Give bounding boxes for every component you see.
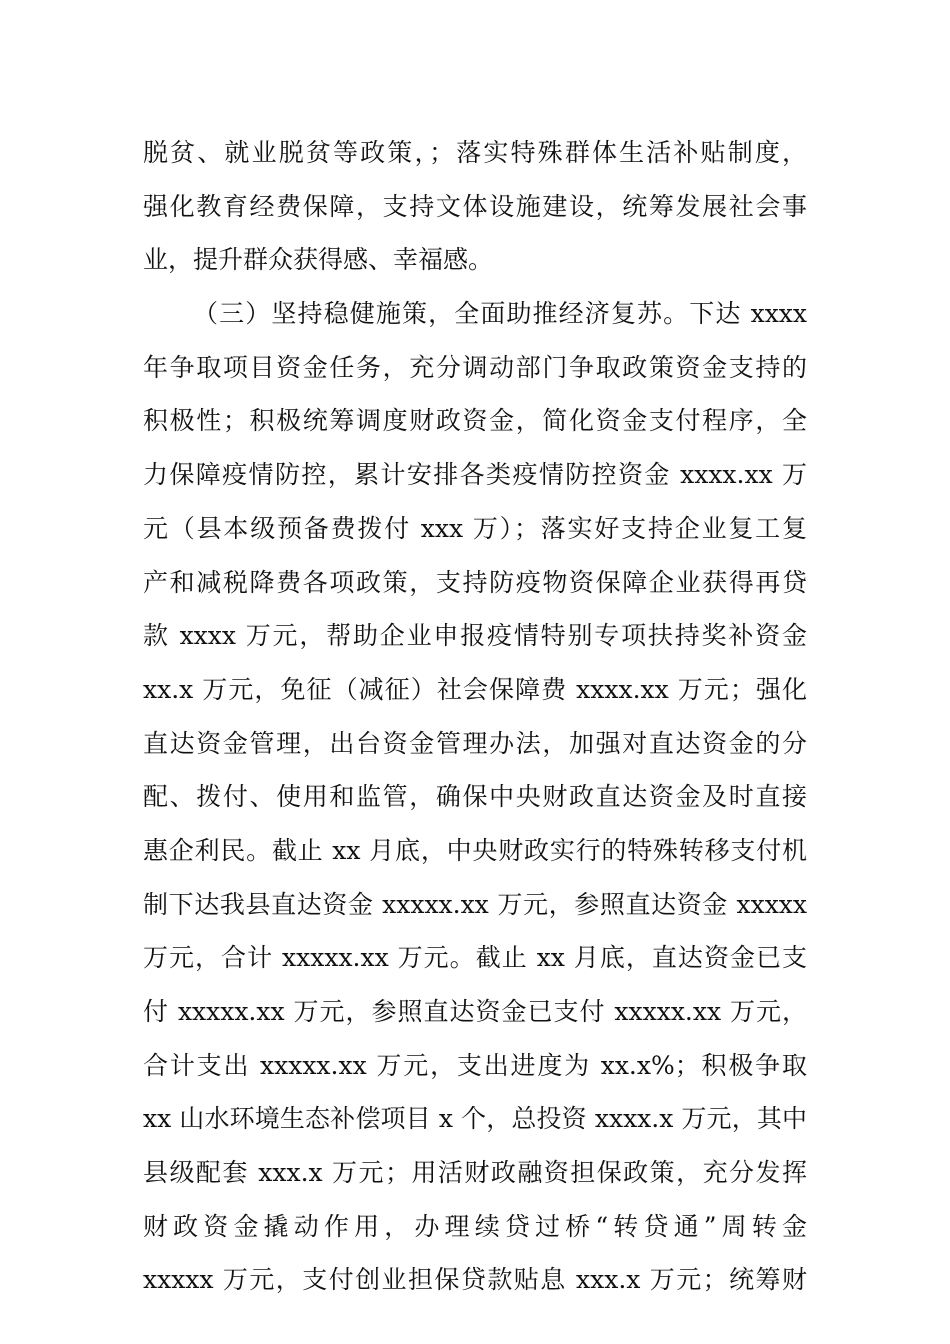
text-line: 配、拨付、使用和监管，确保中央财政直达资金及时直接 bbox=[143, 782, 807, 812]
text-line: 脱贫、就业脱贫等政策，；落实特殊群体生活补贴制度， bbox=[143, 138, 807, 167]
text-line: 产和减税降费各项政策，支持防疫物资保障企业获得再贷 bbox=[143, 567, 807, 597]
text-line: 款 xxxx 万元，帮助企业申报疫情特别专项扶持奖补资金 bbox=[143, 621, 807, 651]
text-line: 惠企利民。截止 xx 月底，中央财政实行的特殊转移支付机 bbox=[143, 835, 807, 865]
text-line: 付 xxxxx.xx 万元，参照直达资金已支付 xxxxx.xx 万元， bbox=[143, 997, 807, 1026]
text-line: 强化教育经费保障，支持文体设施建设，统筹发展社会事 bbox=[143, 191, 807, 221]
text-line: 合计支出 xxxxx.xx 万元，支出进度为 xx.x%；积极争取 bbox=[143, 1050, 807, 1080]
text-line: 业，提升群众获得感、幸福感。 bbox=[143, 245, 494, 275]
text-line: 元（县本级预备费拨付 xxx 万）；落实好支持企业复工复 bbox=[143, 513, 807, 543]
section-heading-line: （三）坚持稳健施策，全面助推经济复苏。下达 xxxx bbox=[193, 299, 807, 329]
text-line: 力保障疫情防控，累计安排各类疫情防控资金 xxxx.xx 万 bbox=[143, 460, 807, 490]
text-line: 直达资金管理，出台资金管理办法，加强对直达资金的分 bbox=[143, 728, 807, 758]
text-line: 财政资金撬动作用，办理续贷过桥“转贷通”周转金 bbox=[143, 1211, 807, 1241]
text-line: xxxxx 万元，支付创业担保贷款贴息 xxx.x 万元；统筹财 bbox=[143, 1265, 807, 1295]
text-line: xx.x 万元，免征（减征）社会保障费 xxxx.xx 万元；强化 bbox=[143, 674, 807, 704]
text-line: 积极性；积极统筹调度财政资金，简化资金支付程序，全 bbox=[143, 406, 807, 436]
document-body bbox=[143, 126, 807, 1307]
text-line: xx 山水环境生态补偿项目 x 个，总投资 xxxx.x 万元，其中 bbox=[143, 1104, 807, 1134]
text-line: 万元，合计 xxxxx.xx 万元。截止 xx 月底，直达资金已支 bbox=[143, 943, 807, 973]
text-line: 县级配套 xxx.x 万元；用活财政融资担保政策，充分发挥 bbox=[143, 1158, 807, 1188]
text-line: 年争取项目资金任务，充分调动部门争取政策资金支持的 bbox=[143, 352, 807, 382]
text-line: 制下达我县直达资金 xxxxx.xx 万元，参照直达资金 xxxxx bbox=[143, 889, 807, 919]
